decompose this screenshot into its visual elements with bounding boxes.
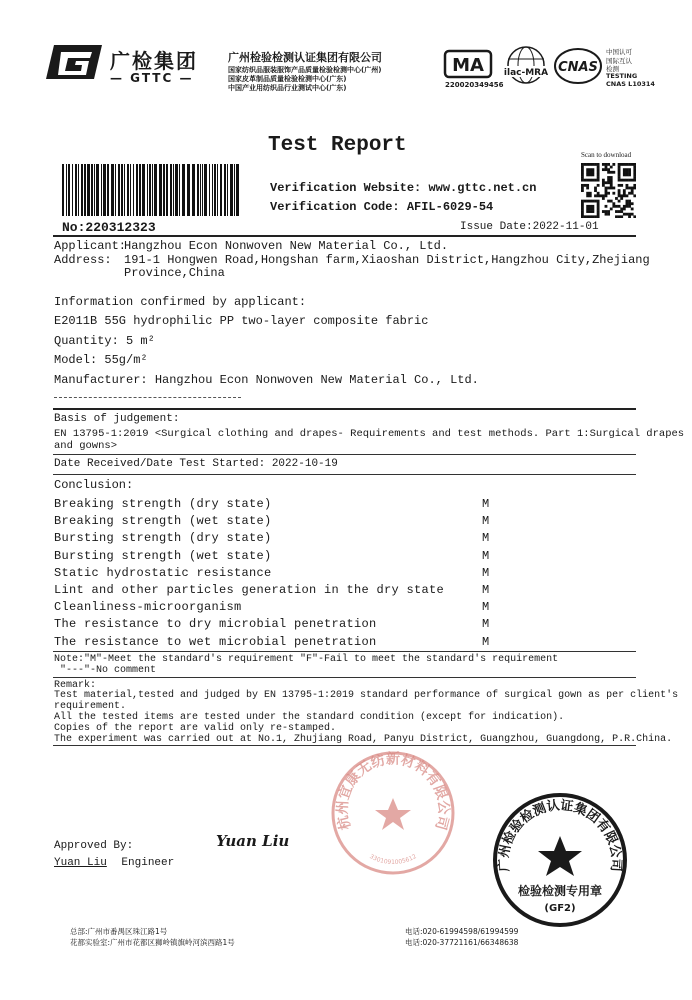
approver [54,857,174,869]
quantity: Quantity: 5 m² [54,334,155,348]
conclusion-item-name: Lint and other particles generation in the dry state [54,583,445,597]
approver-role: Engineer [121,857,175,869]
center-line-3: 中国产业用纺织品行业测试中心(广东) [228,84,347,92]
code-value: AFIL-6029-54 [406,200,494,214]
cnas-line-3: 检测 [606,65,619,73]
conclusion-item-result: M [482,531,490,546]
remark-line-3: All the tested items are tested under the standard condition (except for indication). [54,712,565,723]
org-name: 广州检验检测认证集团有限公司 [228,51,382,64]
conclusion-item-name: Bursting strength (dry state) [54,531,272,546]
remark-line-1: Test material,tested and judged by EN 13795-1:2019 standard performance of surgical gown as per client's [54,690,679,701]
remark-line-4: Copies of the report are valid only re-stamped. [54,723,337,734]
svg-text:3301091005612: 3301091005612 [368,853,418,867]
top-divider [53,235,636,237]
report-title: Test Report [268,134,407,157]
svg-text:MA: MA [452,55,484,76]
remark-line-5: The experiment was carried out at No.1, Zhujiang Road, Panyu District, Guangzhou, Guangdong, P.R.China. [54,734,673,745]
remark-divider [53,745,636,746]
conclusion-item-name: Bursting strength (wet state) [54,548,272,563]
code-label: Verification Code: [270,200,400,214]
footer-huadu: 花都实验室:广州市花都区狮岭镇旗岭河滨西路1号 [70,938,235,947]
center-line-1: 国家纺织品服装服饰产品质量检验检测中心(广州) [228,66,382,74]
conclusion-divider [53,651,636,652]
basis-bottom-divider [53,454,636,455]
qr-code[interactable] [581,163,636,218]
signature: Yuan Liu [216,832,290,850]
conclusion-item-result: M [482,634,490,649]
address-line-1: 191-1 Hongwen Road,Hongshan farm,Xiaoshan District,Hangzhou City,Zhejiang [124,253,650,267]
brand-en: — GTTC — [110,71,194,85]
date-received: Date Received/Date Test Started: 2022-10-19 [54,458,338,470]
client-stamp-seal [328,748,458,878]
conclusion-item-result: M [482,548,490,563]
address-row [54,253,650,267]
barcode-icon [62,164,240,216]
basis-divider [53,408,636,410]
svg-text:ilac-MRA: ilac-MRA [503,68,549,78]
barcode [62,164,240,216]
gttc-logo-icon [44,43,104,81]
basis-label: Basis of judgement: [54,413,180,425]
address-line-2: Province,China [124,266,225,280]
footer-tel-2: 电话:020-37721161/66348638 [405,938,519,947]
qr-code-icon [581,163,636,218]
date-divider [53,474,636,475]
footer-tel: 电话:020-61994598/61994599 [405,927,519,936]
svg-text:杭州宜康无纺新材料有限公司: 杭州宜康无纺新材料有限公司 [334,751,452,832]
conclusion-item-result: M [482,565,490,580]
cnas-line-1: 中国认可 [606,48,632,56]
footer-hq: 总部:广州市番禺区珠江路1号 [70,927,168,936]
svg-text:(GF2): (GF2) [544,903,576,914]
conclusion-label: Conclusion: [54,478,134,492]
brand-cn: 广检集团 [110,49,198,73]
cnas-logo [553,46,603,86]
basis-line-1: EN 13795-1:2019 <Surgical clothing and drapes- Requirements and test methods. Part 1:Surgical drapes [54,428,685,440]
applicant-label: Applicant: [54,239,127,253]
dashed-divider [54,397,241,398]
conclusion-item-name: The resistance to dry microbial penetration [54,617,377,632]
conclusion-item-result: M [482,600,490,615]
scan-label: Scan to download [581,151,632,159]
cnas-line-5: CNAS L10314 [606,80,655,88]
gttc-stamp-seal [490,790,630,930]
svg-text:CNAS: CNAS [558,60,598,75]
conclusion-item-name: Breaking strength (wet state) [54,514,272,529]
model: Model: 55g/m² [54,353,148,367]
applicant-value: Hangzhou Econ Nonwoven New Material Co., Ltd. [124,239,449,253]
address-label: Address: [54,253,112,267]
issue-date: Issue Date:2022-11-01 [460,221,599,233]
svg-text:检验检测专用章: 检验检测专用章 [517,884,603,898]
remark-line-2: requirement. [54,701,127,712]
report-number: No:220312323 [62,220,156,235]
approver-name: Yuan Liu [54,857,107,869]
cnas-line-4: TESTING [606,72,638,80]
conclusion-item-name: The resistance to wet microbial penetration [54,634,377,649]
manufacturer: Manufacturer: Hangzhou Econ Nonwoven New Material Co., Ltd. [54,373,479,387]
ma-logo-icon [443,49,493,79]
ilac-mra-logo [503,44,549,90]
approved-by-label: Approved By: [54,840,134,852]
cnas-logo-icon [553,46,603,86]
conclusion-item-name: Breaking strength (dry state) [54,497,272,511]
note-divider [53,677,636,678]
product-name: E2011B 55G hydrophilic PP two-layer composite fabric [54,314,429,328]
website-value[interactable]: www.gttc.net.cn [428,181,537,195]
basis-line-2: and gowns> [54,440,118,452]
conclusion-item-name: Static hydrostatic resistance [54,565,272,580]
verification-website [270,181,536,195]
conclusion-item-result: M [482,583,490,597]
gttc-logo [44,43,104,81]
svg-text:广州检验检测认证集团有限公司: 广州检验检测认证集团有限公司 [496,798,624,873]
note-line-2: "---"-No comment [60,665,157,676]
conclusion-item-result: M [482,514,490,529]
ma-logo [443,49,493,79]
note-line-1: Note:"M"-Meet the standard's requirement "F"-Fail to meet the standard's requirement [54,654,559,665]
conclusion-item-result: M [482,497,490,511]
gttc-stamp [490,790,630,930]
conclusion-item-result: M [482,617,490,632]
remark-label: Remark: [54,680,97,691]
info-heading: Information confirmed by applicant: [54,295,307,309]
verification-code [270,200,493,214]
ma-code: 220020349456 [445,81,504,89]
center-line-2: 国家皮革制品质量检验检测中心(广东) [228,75,347,83]
website-label: Verification Website: [270,181,422,195]
client-stamp [328,748,458,878]
cnas-line-2: 国际互认 [606,57,632,65]
applicant-row [54,239,448,253]
conclusion-item-name: Cleanliness-microorganism [54,600,242,615]
ilac-globe-icon [503,44,549,90]
